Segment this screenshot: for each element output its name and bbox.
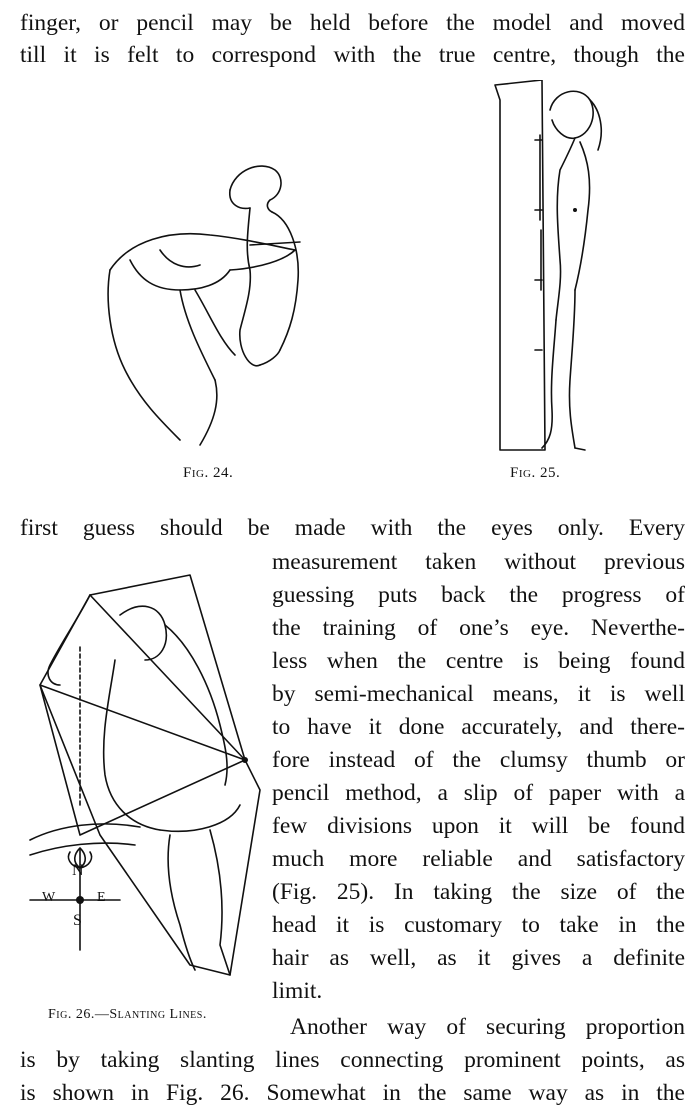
text-line: finger, or pencil may be held before the model and moved: [20, 10, 685, 36]
text-line: is by taking slanting lines connecting prominent points, as: [20, 1047, 685, 1073]
text-line: fore instead of the clumsy thumb or: [272, 747, 685, 773]
text-line: less when the centre is being found: [272, 648, 685, 674]
text-line: few divisions upon it will be found: [272, 813, 685, 839]
compass-east-label: E: [97, 890, 107, 905]
text-line: pencil method, a slip of paper with a: [272, 780, 685, 806]
figure-25-illustration: [480, 80, 620, 455]
compass-north-label: N: [72, 862, 85, 879]
figure-24-caption: Fig. 24.: [183, 465, 234, 481]
figure-26-caption: Fig. 26.—Slanting Lines.: [48, 1007, 207, 1022]
text-line: hair as well, as it gives a definite: [272, 945, 685, 971]
text-line: (Fig. 25). In taking the size of the: [272, 879, 685, 905]
compass-west-label: W: [42, 890, 56, 905]
text-line: is shown in Fig. 26. Somewhat in the same way as in the: [20, 1080, 685, 1106]
figure-25-caption: Fig. 25.: [510, 465, 561, 481]
text-line: first guess should be made with the eyes only. Every: [20, 515, 685, 541]
text-line: much more reliable and satisfactory: [272, 846, 685, 872]
text-line: to have it done accurately, and there-: [272, 714, 685, 740]
text-line: by semi-mechanical means, it is well: [272, 681, 685, 707]
figure-24-illustration: [100, 150, 320, 450]
compass-rose-icon: [22, 840, 122, 960]
text-line: guessing puts back the progress of: [272, 582, 685, 608]
compass-south-label: S: [73, 912, 83, 929]
text-line: the training of one’s eye. Neverthe-: [272, 615, 685, 641]
text-line: limit.: [272, 978, 323, 1004]
text-line: Another way of securing proportion: [290, 1014, 685, 1040]
text-line: measurement taken without previous: [272, 549, 685, 575]
text-line: till it is felt to correspond with the true centre, though the: [20, 42, 685, 68]
text-line: head it is customary to take in the: [272, 912, 685, 938]
